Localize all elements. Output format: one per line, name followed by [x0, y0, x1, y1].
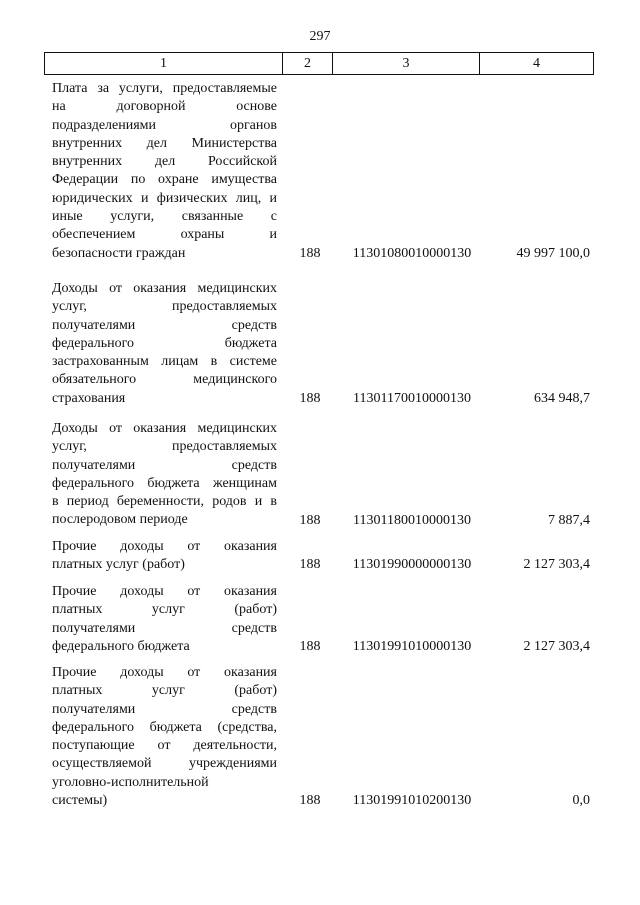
budget-class-code: 11301170010000130	[353, 390, 471, 406]
description-line: иные услуги, связанные с	[52, 209, 277, 225]
table-row	[52, 583, 592, 656]
page-number: 297	[309, 29, 331, 44]
description-line: Прочие доходы от оказания	[52, 539, 277, 554]
admin-code: 188	[299, 793, 321, 809]
description-line: застрахованным лицам в системе	[52, 354, 277, 370]
description-line: платных услуг (работ)	[52, 557, 185, 573]
description-line: на договорной основе	[52, 99, 277, 115]
description-line: осуществляемой учреждениями	[52, 756, 277, 772]
column-header-4: 4	[533, 56, 540, 71]
table-row	[52, 80, 592, 263]
table-row	[52, 664, 592, 810]
description-line: обеспечением охраны и	[52, 227, 277, 243]
description-line: платных услуг (работ)	[52, 602, 277, 618]
admin-code: 188	[299, 638, 321, 654]
description-line: в период беременности, родов и в	[52, 494, 277, 510]
row-description	[52, 664, 277, 810]
amount: 2 127 303,4	[523, 638, 590, 654]
row-description	[52, 420, 277, 530]
description-line: федерального бюджета	[52, 638, 190, 654]
description-line: федерального бюджета	[52, 335, 277, 351]
row-description	[52, 583, 277, 656]
description-line: безопасности граждан	[52, 245, 186, 261]
description-line: Доходы от оказания медицинских	[52, 421, 277, 436]
admin-code: 188	[299, 512, 321, 528]
amount: 634 948,7	[534, 390, 590, 406]
budget-class-code: 11301180010000130	[353, 512, 471, 528]
description-line: услуг, предоставляемых	[52, 439, 277, 455]
row-description	[52, 538, 277, 575]
admin-code: 188	[299, 557, 321, 573]
description-line: обязательного медицинского	[52, 372, 277, 388]
table-row	[52, 420, 592, 530]
budget-class-code: 11301990000000130	[352, 557, 472, 573]
amount: 7 887,4	[548, 512, 590, 528]
description-line: получателями средств	[52, 457, 277, 473]
description-line: получателями средств	[52, 701, 277, 717]
description-line: получателями средств	[52, 620, 277, 636]
description-line: услуг, предоставляемых	[52, 299, 277, 315]
description-line: получателями средств	[52, 317, 277, 333]
admin-code: 188	[299, 245, 321, 261]
description-line: юридических и физических лиц, и	[52, 190, 277, 206]
table-row	[52, 280, 592, 408]
column-header-2: 2	[283, 53, 333, 74]
budget-class-code: 11301991010000130	[352, 638, 472, 654]
description-line: послеродовом периоде	[52, 512, 188, 528]
description-line: Федерации по охране имущества	[52, 172, 277, 188]
column-header-1: 1	[45, 53, 283, 74]
budget-class-code: 11301080010000130	[352, 245, 472, 261]
table-header	[44, 52, 594, 75]
budget-class-code: 11301991010200130	[352, 793, 472, 809]
row-description	[52, 280, 277, 408]
description-line: Прочие доходы от оказания	[52, 584, 277, 599]
amount: 0,0	[572, 793, 590, 809]
description-line: Плата за услуги, предоставляемые	[52, 81, 277, 96]
description-line: Доходы от оказания медицинских	[52, 281, 277, 296]
table-row	[52, 538, 592, 575]
description-line: уголовно-исполнительной	[52, 774, 209, 790]
column-header-3: 3	[333, 53, 480, 74]
row-description	[52, 80, 277, 263]
description-line: поступающие от деятельности,	[52, 738, 277, 754]
description-line: внутренних дел Министерства	[52, 135, 277, 151]
description-line: федерального бюджета (средства,	[52, 719, 277, 735]
description-line: платных услуг (работ)	[52, 683, 277, 699]
description-line: страхования	[52, 390, 126, 406]
description-line: федерального бюджета женщинам	[52, 475, 277, 491]
amount: 2 127 303,4	[523, 557, 590, 573]
description-line: подразделениями органов	[52, 117, 277, 133]
description-line: внутренних дел Российской	[52, 154, 277, 170]
description-line: Прочие доходы от оказания	[52, 665, 277, 680]
amount: 49 997 100,0	[516, 245, 590, 261]
description-line: системы)	[52, 793, 108, 809]
admin-code: 188	[299, 390, 321, 406]
